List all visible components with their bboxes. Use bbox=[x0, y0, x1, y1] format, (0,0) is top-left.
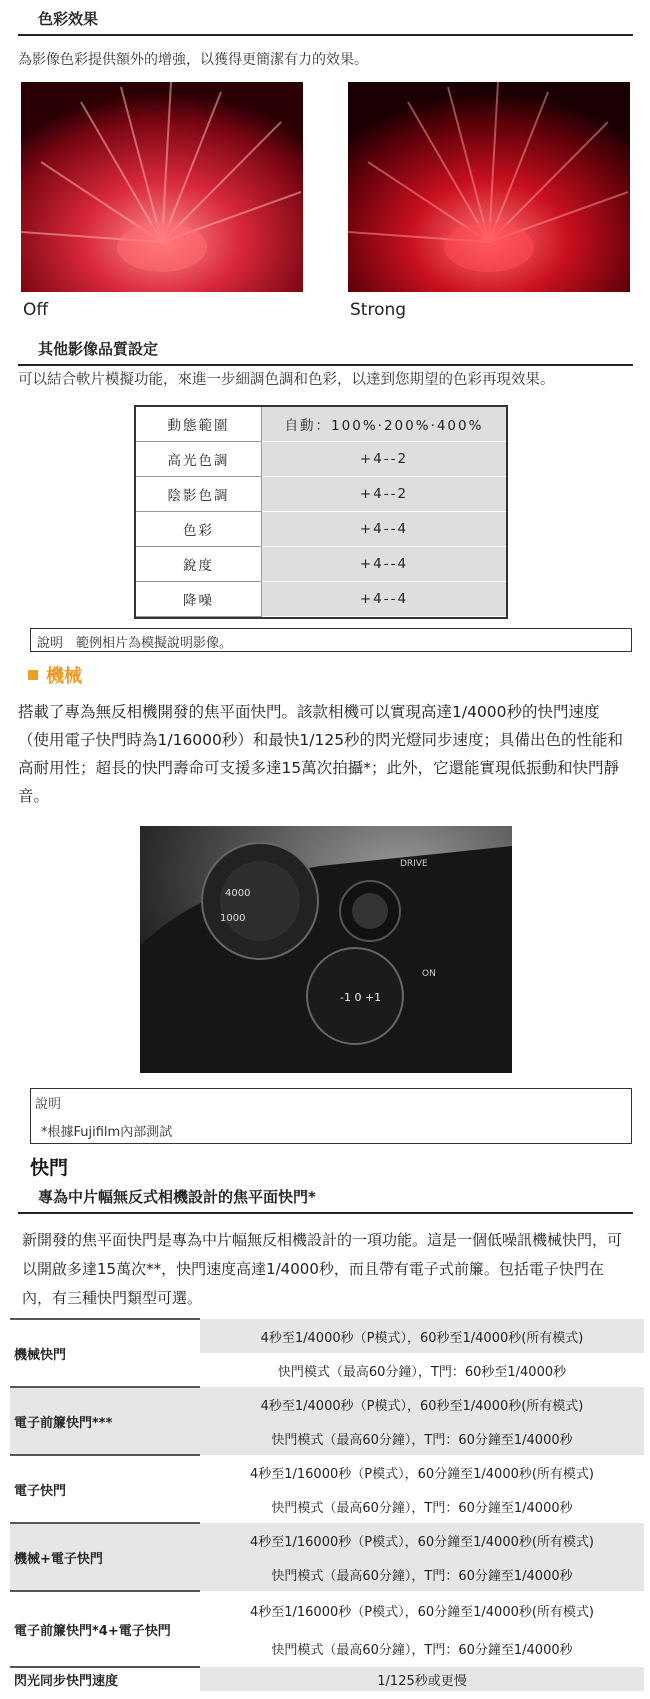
table-row bbox=[10, 1523, 644, 1557]
row-label: 動態範圍 bbox=[136, 407, 262, 442]
row-value: +4--4 bbox=[262, 512, 506, 547]
svg-text:-1 0 +1: -1 0 +1 bbox=[340, 991, 382, 1004]
row-label: 機械快門 bbox=[10, 1319, 200, 1387]
other-quality-title: 其他影像品質設定 bbox=[18, 338, 633, 366]
row-line2: 快門模式（最高60分鐘），T門：60分鐘至1/4000秒 bbox=[200, 1629, 644, 1667]
note-text: *根據Fujifilm內部測試 bbox=[41, 1125, 173, 1140]
row-line2: 快門模式（最高60分鐘），T門：60分鐘至1/4000秒 bbox=[200, 1489, 644, 1523]
table-row bbox=[136, 547, 506, 582]
row-line1: 4秒至1/4000秒（P模式），60秒至1/4000秒(所有模式) bbox=[200, 1319, 644, 1353]
row-line1: 4秒至1/16000秒（P模式），60分鐘至1/4000秒(所有模式) bbox=[200, 1523, 644, 1557]
row-value: 自動：100%·200%·400% bbox=[262, 407, 506, 442]
color-effect-desc: 為影像色彩提供額外的增強，以獲得更簡潔有力的效果。 bbox=[18, 52, 368, 68]
shutter-desc: 新開發的焦平面快門是專為中片幅無反相機設計的一項功能。這是一個低噪訊機械快門，可以開啟多達15萬次**，快門速度高達1/4000秒，而且帶有電子式前簾。包括電子快門在內，有三種快門類型可選。 bbox=[22, 1231, 623, 1307]
row-value: +4--4 bbox=[262, 547, 506, 582]
row-label: 高光色調 bbox=[136, 442, 262, 477]
row-value: +4--2 bbox=[262, 442, 506, 477]
flower-image-off bbox=[21, 82, 303, 292]
row-label: 電子快門 bbox=[10, 1455, 200, 1523]
shutter-table bbox=[10, 1318, 644, 1691]
row-label: 降噪 bbox=[136, 582, 262, 617]
row-line1: 4秒至1/16000秒（P模式），60分鐘至1/4000秒(所有模式) bbox=[200, 1591, 644, 1629]
svg-text:1000: 1000 bbox=[220, 913, 246, 924]
row-label: 電子前簾快門*** bbox=[10, 1387, 200, 1455]
sample-note: 說明 範例相片為模擬說明影像。 bbox=[30, 628, 632, 652]
table-row bbox=[10, 1319, 644, 1353]
row-value: +4--2 bbox=[262, 477, 506, 512]
svg-text:DRIVE: DRIVE bbox=[400, 859, 428, 869]
table-row bbox=[10, 1455, 644, 1489]
row-label: 機械+電子快門 bbox=[10, 1523, 200, 1591]
table-row bbox=[136, 407, 506, 442]
orange-square-icon bbox=[28, 670, 38, 680]
mechanical-heading bbox=[28, 662, 82, 688]
table-row bbox=[10, 1667, 644, 1691]
mechanical-desc: 搭載了專為無反相機開發的焦平面快門。該款相機可以實現高達1/4000秒的快門速度（使用電子快門時為1/16000秒）和最快1/125秒的閃光燈同步速度；具備出色的性能和高耐用性；超長的快門壽命可支援多達15萬次拍攝*；此外，它還能實現低振動和快門靜音。 bbox=[18, 703, 624, 805]
row-label: 陰影色調 bbox=[136, 477, 262, 512]
row-line2: 快門模式（最高60分鐘），T門：60分鐘至1/4000秒 bbox=[200, 1557, 644, 1591]
table-row bbox=[10, 1387, 644, 1421]
mechanical-title: 機械 bbox=[46, 666, 82, 687]
shutter-subtitle: 專為中片幅無反式相機設計的焦平面快門* bbox=[18, 1186, 633, 1214]
row-value: +4--4 bbox=[262, 582, 506, 617]
row-label: 銳度 bbox=[136, 547, 262, 582]
caption-off: Off bbox=[23, 300, 49, 320]
note-label: 說明 bbox=[35, 1097, 62, 1112]
table-row bbox=[136, 442, 506, 477]
mechanical-note bbox=[30, 1088, 632, 1144]
row-line1: 4秒至1/16000秒（P模式），60分鐘至1/4000秒(所有模式) bbox=[200, 1455, 644, 1489]
table-row bbox=[10, 1591, 644, 1629]
table-row bbox=[136, 477, 506, 512]
color-effect-title: 色彩效果 bbox=[18, 8, 633, 36]
svg-text:ON: ON bbox=[422, 969, 436, 979]
flash-sync-value: 1/125秒或更慢 bbox=[200, 1667, 644, 1691]
table-row bbox=[136, 582, 506, 617]
flower-image-strong bbox=[348, 82, 630, 292]
shutter-title: 快門 bbox=[30, 1157, 69, 1179]
svg-text:4000: 4000 bbox=[225, 888, 251, 899]
camera-dial-image bbox=[140, 826, 512, 1073]
row-label: 色彩 bbox=[136, 512, 262, 547]
table-row bbox=[136, 512, 506, 547]
row-line2: 快門模式（最高60分鐘），T門：60分鐘至1/4000秒 bbox=[200, 1421, 644, 1455]
caption-strong: Strong bbox=[350, 300, 407, 320]
flash-sync-label: 閃光同步快門速度 bbox=[10, 1667, 200, 1691]
row-label: 電子前簾快門*4+電子快門 bbox=[10, 1591, 200, 1667]
other-quality-desc: 可以結合軟片模擬功能，來進一步細調色調和色彩，以達到您期望的色彩再現效果。 bbox=[18, 372, 555, 388]
row-line2: 快門模式（最高60分鐘），T門：60秒至1/4000秒 bbox=[200, 1353, 644, 1387]
quality-settings-table bbox=[134, 405, 508, 619]
row-line1: 4秒至1/4000秒（P模式），60秒至1/4000秒(所有模式) bbox=[200, 1387, 644, 1421]
